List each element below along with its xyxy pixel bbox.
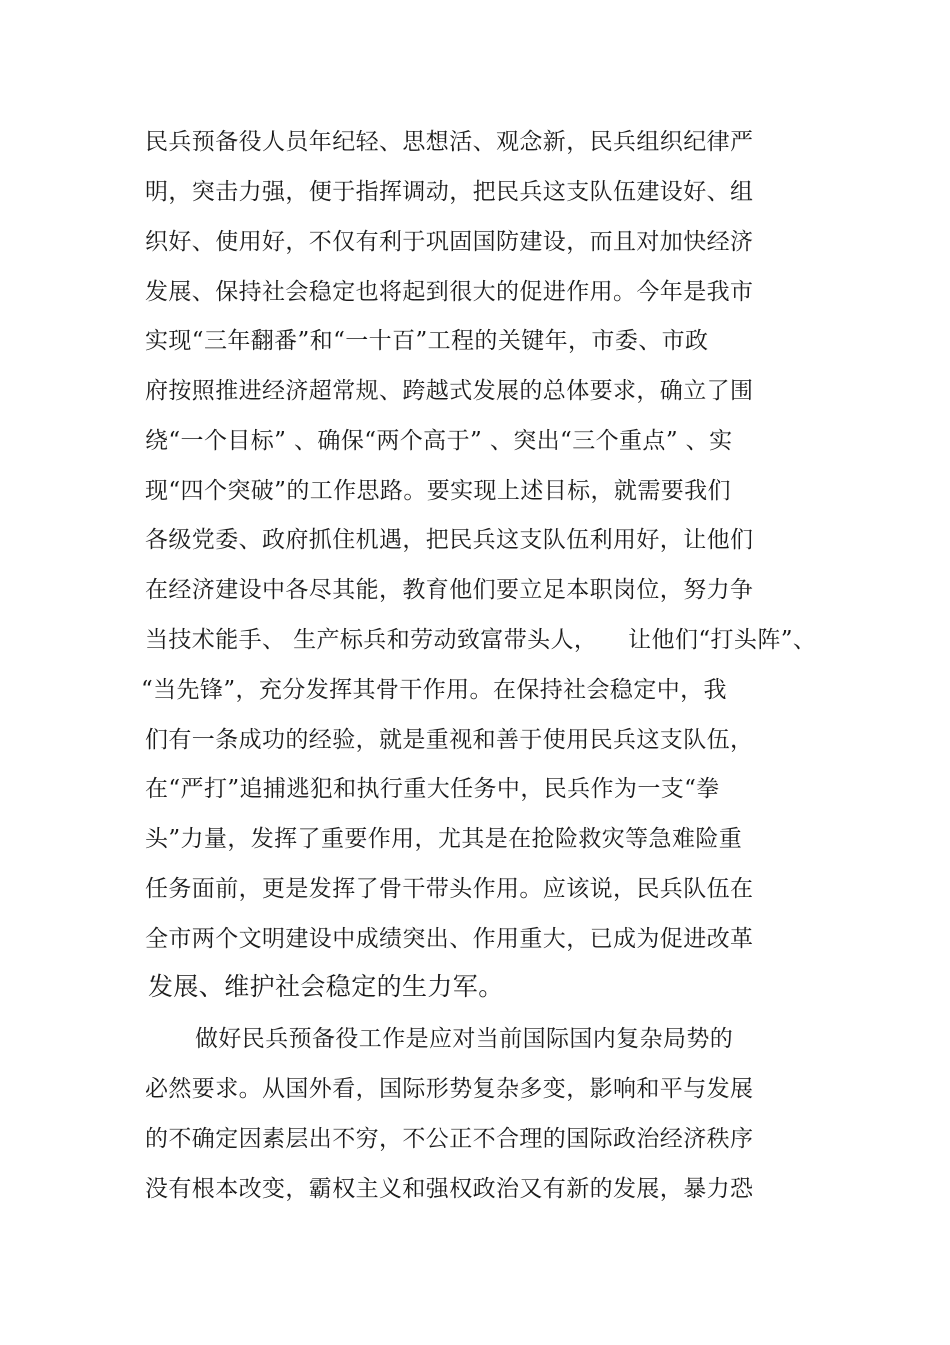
text-line: 头”力量，发挥了重要作用，尤其是在抢险救灾等急难险重 <box>145 826 743 852</box>
text-line: 在经济建设中各尽其能，教育他们要立足本职岗位，努力争 <box>145 577 754 603</box>
text-line: 当技术能手、 生产标兵和劳动致富带头人， 让他们“打头阵”、 <box>145 627 817 653</box>
text-line: 府按照推进经济超常规、跨越式发展的总体要求，确立了围 <box>145 378 754 404</box>
text-line: 民兵预备役人员年纪轻、思想活、观念新，民兵组织纪律严 <box>145 129 754 155</box>
text-line: 绕“一个目标” 、确保“两个高于” 、突出“三个重点” 、实 <box>145 428 733 454</box>
text-line: 在“严打”追捕逃犯和执行重大任务中，民兵作为一支“拳 <box>145 776 720 802</box>
text-line: 的不确定因素层出不穷，不公正不合理的国际政治经济秩序 <box>145 1126 754 1152</box>
text-line: 们有一条成功的经验，就是重视和善于使用民兵这支队伍， <box>145 727 754 753</box>
text-line: 发展、保持社会稳定也将起到很大的促进作用。今年是我市 <box>145 279 754 305</box>
text-line: 没有根本改变，霸权主义和强权政治又有新的发展，暴力恐 <box>145 1176 754 1202</box>
text-line: 各级党委、政府抓住机遇，把民兵这支队伍利用好，让他们 <box>145 527 754 553</box>
text-line: 实现“三年翻番”和“一十百”工程的关键年，市委、市政 <box>145 328 709 354</box>
text-line: 现“四个突破”的工作思路。要实现上述目标，就需要我们 <box>145 478 731 504</box>
text-line: 织好、使用好，不仅有利于巩固国防建设，而且对加快经济 <box>145 229 754 255</box>
text-line: 必然要求。从国外看，国际形势复杂多变，影响和平与发展 <box>145 1076 754 1102</box>
text-line: 发展、维护社会稳定的生力军。 <box>148 972 504 1001</box>
text-line: “当先锋”，充分发挥其骨干作用。在保持社会稳定中，我 <box>141 677 727 703</box>
text-line: 任务面前，更是发挥了骨干带头作用。应该说，民兵队伍在 <box>145 876 754 902</box>
text-line: 全市两个文明建设中成绩突出、作用重大，已成为促进改革 <box>145 926 754 952</box>
text-line: 明，突击力强，便于指挥调动，把民兵这支队伍建设好、组 <box>145 179 754 205</box>
text-line: 做好民兵预备役工作是应对当前国际国内复杂局势的 <box>195 1026 734 1052</box>
